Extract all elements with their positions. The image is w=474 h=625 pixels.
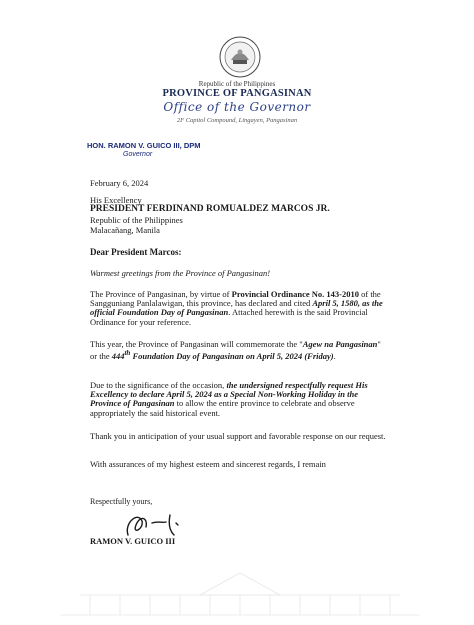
- p1-text-a: The Province of Pangasinan, by virtue of: [90, 289, 232, 299]
- letter-date: February 6, 2024: [90, 178, 149, 188]
- sender-name: HON. RAMON V. GUICO III, DPM: [87, 141, 201, 150]
- salutation: Dear President Marcos:: [90, 247, 182, 257]
- sender-title: Governor: [123, 151, 153, 158]
- p3-text-a: Due to the significance of the occasion,: [90, 380, 227, 390]
- p2-agew-na-pangasinan: Agew na Pangasinan: [302, 339, 378, 349]
- paragraph-request: [90, 381, 390, 418]
- recipient-line-3: Republic of the Philippines: [90, 215, 183, 225]
- p1-text-e: . Attached herewith is the said Provincial Ordinance for your reference.: [90, 307, 368, 327]
- p1-foundation-day: April 5, 1580, as the official Foundation Day of Pangasinan: [90, 298, 383, 318]
- paragraph-thanks: Thank you in anticipation of your usual support and favorable response on our request.: [90, 431, 386, 441]
- paragraph-regards: With assurances of my highest esteem and sincerest regards, I remain: [90, 459, 326, 469]
- p3-text-c: to allow the entire province to celebrate and observe appropriately the said historical event.: [90, 398, 355, 418]
- header-province: PROVINCE OF PANGASINAN: [162, 88, 312, 99]
- header-office: Office of the Governor: [163, 100, 311, 114]
- recipient-line-4: Malacañang, Manila: [90, 225, 160, 235]
- header-address: 2F Capitol Compound, Lingayen, Pangasinan: [176, 117, 298, 124]
- greeting: Warmest greetings from the Province of Pangasinan!: [90, 268, 271, 278]
- p2-text-a: This year, the Province of Pangasinan will commemorate the ": [90, 339, 303, 349]
- p3-holiday-request: the undersigned respectfully request His Excellency to declare April 5, 2024 as a Special Non-Working Holiday in the Province of Pangasinan: [90, 380, 368, 409]
- paragraph-commemoration: [90, 340, 390, 361]
- p2-anniversary-number: 444: [111, 351, 125, 362]
- recipient-line-2: PRESIDENT FERDINAND ROMUALDEZ MARCOS JR.: [90, 204, 330, 214]
- recipient-line-1: His Excellency: [90, 195, 142, 205]
- p2-foundation-date: Foundation Day of Pangasinan on April 5, 2024 (Friday): [130, 351, 334, 362]
- p1-ordinance-number: Provincial Ordinance No. 143-2010: [231, 289, 359, 299]
- signatory-name: RAMON V. GUICO III: [90, 536, 176, 546]
- p2-text-c: " or the: [90, 339, 381, 362]
- paragraph-ordinance: [90, 290, 390, 327]
- p2-anniversary-suffix: th: [124, 349, 131, 358]
- provincial-seal-icon: [219, 36, 261, 78]
- header-republic: Republic of the Philippines: [198, 80, 276, 88]
- p1-text-c: of the Sangguniang Panlalawigan, this province, has declared and cited: [90, 289, 381, 309]
- closing: Respectfully yours,: [90, 497, 153, 506]
- capitol-building-watermark: [50, 555, 430, 625]
- p2-text-f: .: [333, 351, 336, 362]
